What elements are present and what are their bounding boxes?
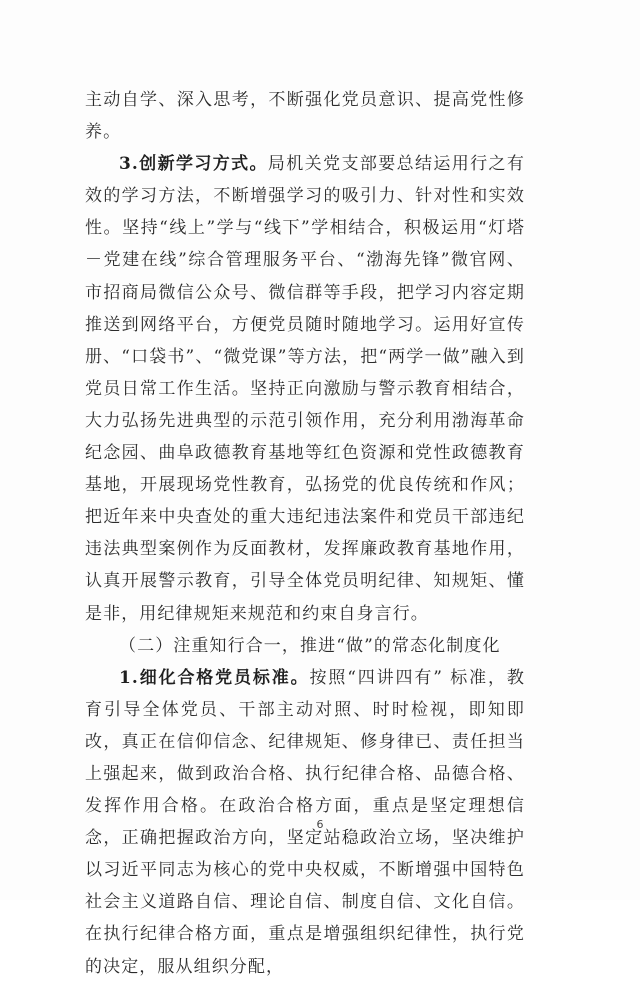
item-1-title: 1.细化合格党员标准。 <box>119 667 310 688</box>
item-1-text: 按照“四讲四有” 标准，教育引导全体党员、干部主动对照、时时检视，即知即改，真正在信仰信念、纪律规矩、修身律已、责任担当上强起来，做到政治合格、执行纪律合格、品德合格、发挥作用合格。在政治合格方面，重点是坚定理想信念，正确把握政治方向，坚定站稳政治立场，坚决维护以习近平同志为核心的党中央权威，不断增强中国特色社会主义道路自信、理论自信、制度自信、文化自信。在执行纪律合格方面，重点是增强组织纪律性，执行党的决定，服从组织分配， <box>85 667 525 977</box>
item-3-text: 局机关党支部要总结运用行之有效的学习方法，不断增强学习的吸引力、针对性和实效性。坚持“线上”学与“线下”学相结合，积极运用“灯塔－党建在线”综合管理服务平台、“渤海先锋”微官网、市招商局微信公众号、微信群等手段，把学习内容定期推送到网络平台，方便党员随时随地学习。运用好宣传册、“口袋书”、“微党课”等方法，把“两学一做”融入到党员日常工作生活。坚持正向激励与警示教育相结合，大力弘扬先进典型的示范引领作用，充分利用渤海革命纪念园、曲阜政德教育基地等红色资源和党性政德教育基地，开展现场党性教育，弘扬党的优良传统和作风；把近年来中央查处的重大违纪违法案件和党员干部违纪违法典型案例作为反面教材，发挥廉政教育基地作用，认真开展警示教育，引导全体党员明纪律、知规矩、懂是非，用纪律规矩来规范和约束自身言行。 <box>85 154 525 624</box>
item-3-paragraph <box>85 148 525 629</box>
document-body <box>85 84 525 983</box>
page-number: 6 <box>316 818 324 831</box>
continuation-paragraph: 主动自学、深入思考，不断强化党员意识、提高党性修养。 <box>85 90 525 143</box>
item-3-title: 3.创新学习方式。 <box>119 154 268 175</box>
section-2-heading: （二）注重知行合一，推进“做”的常态化制度化 <box>119 635 501 656</box>
